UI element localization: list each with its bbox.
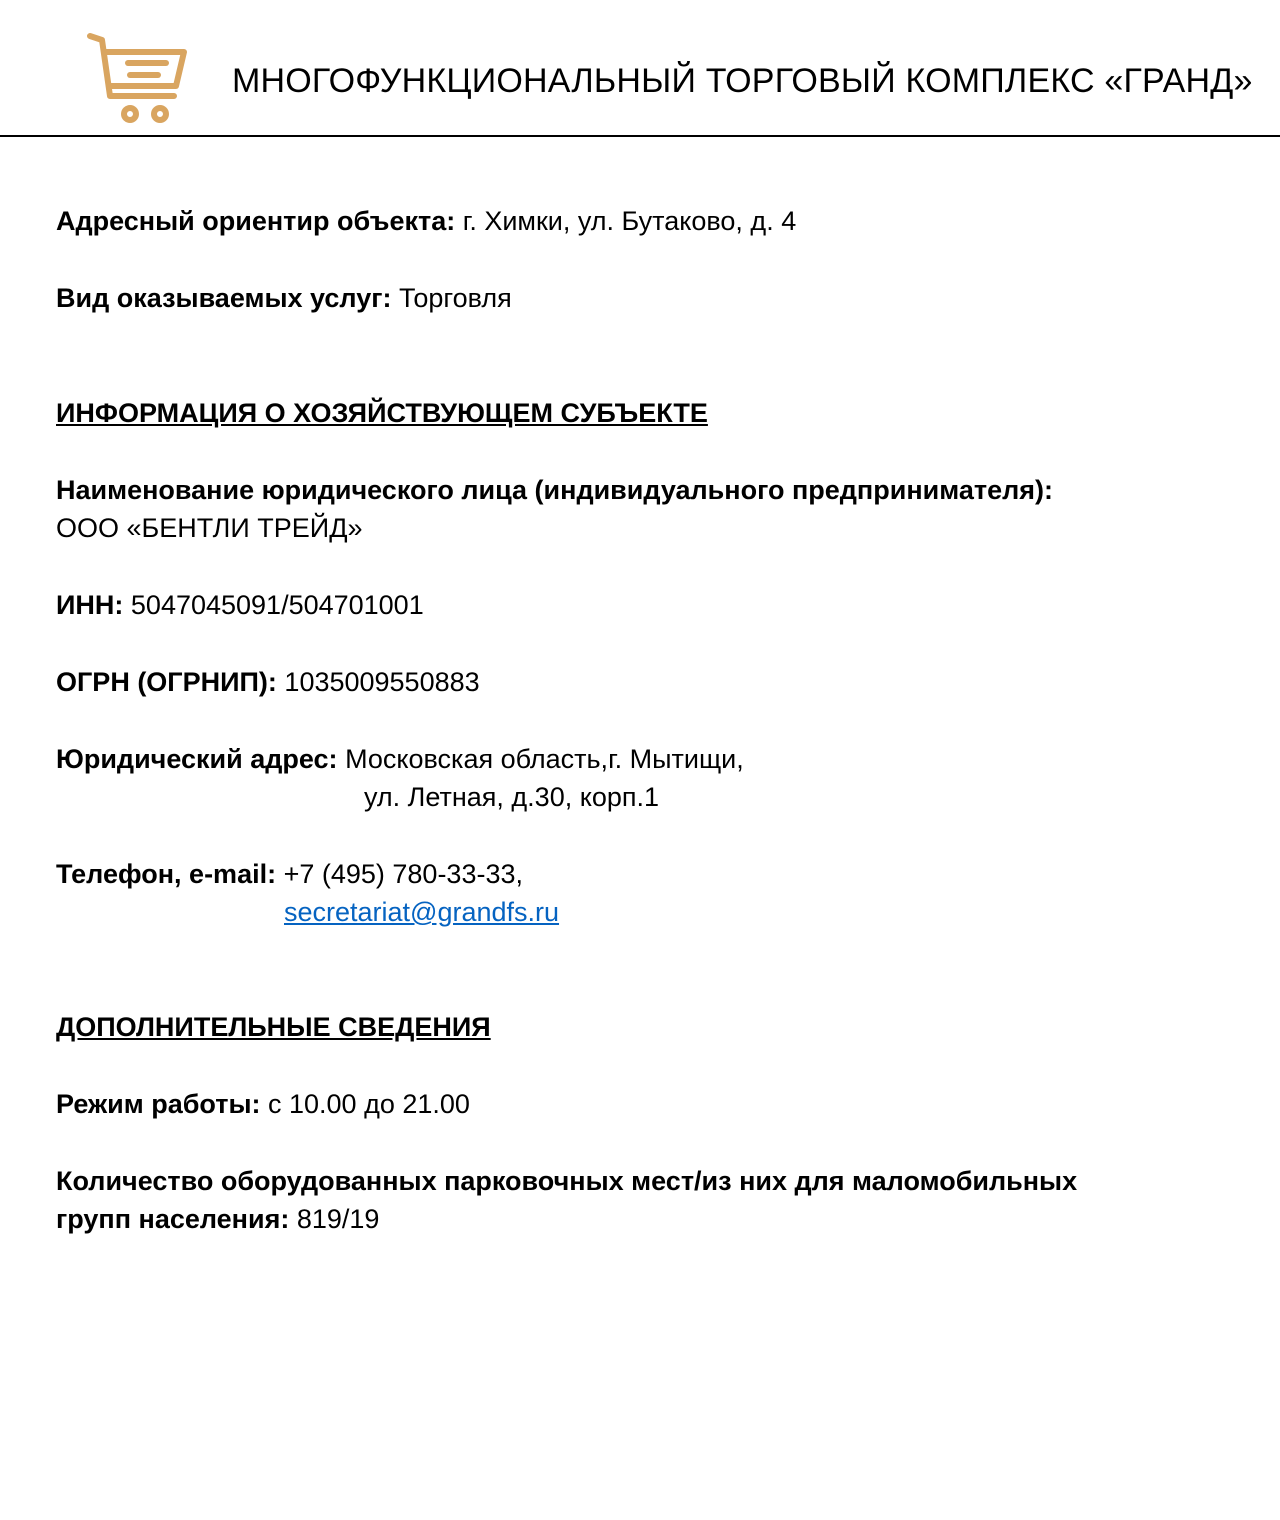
- contacts-label: Телефон, e-mail:: [56, 859, 277, 889]
- ogrn-value: 1035009550883: [276, 667, 480, 697]
- phone-value: +7 (495) 780-33-33,: [276, 859, 523, 889]
- page-header: [0, 0, 1280, 137]
- parking-label-line1: Количество оборудованных парковочных мест/из них для маломобильных: [56, 1166, 1078, 1196]
- hours-row: [56, 1085, 470, 1123]
- services-value: Торговля: [391, 283, 512, 313]
- hours-value: с 10.00 до 21.00: [260, 1089, 470, 1119]
- shopping-cart-icon: [86, 30, 190, 126]
- services-row: [56, 279, 512, 317]
- ogrn-label: ОГРН (ОГРНИП):: [56, 667, 277, 697]
- address-label: Адресный ориентир объекта:: [56, 206, 456, 236]
- legal-address-line1: Московская область,г. Мытищи,: [337, 744, 744, 774]
- services-label: Вид оказываемых услуг:: [56, 283, 392, 313]
- hours-label: Режим работы:: [56, 1089, 261, 1119]
- legal-address-line2: ул. Летная, д.30, корп.1: [364, 782, 659, 812]
- legal-address-label: Юридический адрес:: [56, 744, 338, 774]
- inn-value: 5047045091/504701001: [123, 590, 424, 620]
- ogrn-row: [56, 663, 480, 701]
- legal-address-row: [56, 740, 744, 778]
- additional-section-heading: ДОПОЛНИТЕЛЬНЫЕ СВЕДЕНИЯ: [56, 1012, 491, 1042]
- address-row: [56, 202, 796, 240]
- entity-name-value: ООО «БЕНТЛИ ТРЕЙД»: [56, 513, 363, 543]
- contacts-row: [56, 855, 523, 893]
- address-value: г. Химки, ул. Бутаково, д. 4: [455, 206, 797, 236]
- header-title: МНОГОФУНКЦИОНАЛЬНЫЙ ТОРГОВЫЙ КОМПЛЕКС «ГРАНД»: [232, 62, 1253, 100]
- parking-value: 819/19: [289, 1204, 380, 1234]
- entity-name-label: Наименование юридического лица (индивидуального предпринимателя):: [56, 475, 1053, 505]
- parking-row: [56, 1200, 379, 1238]
- email-link[interactable]: secretariat@grandfs.ru: [284, 897, 560, 927]
- entity-section-heading: ИНФОРМАЦИЯ О ХОЗЯЙСТВУЮЩЕМ СУБЪЕКТЕ: [56, 398, 708, 428]
- email-row: [284, 893, 559, 931]
- parking-label-line2: групп населения:: [56, 1204, 290, 1234]
- inn-row: [56, 586, 424, 624]
- inn-label: ИНН:: [56, 590, 124, 620]
